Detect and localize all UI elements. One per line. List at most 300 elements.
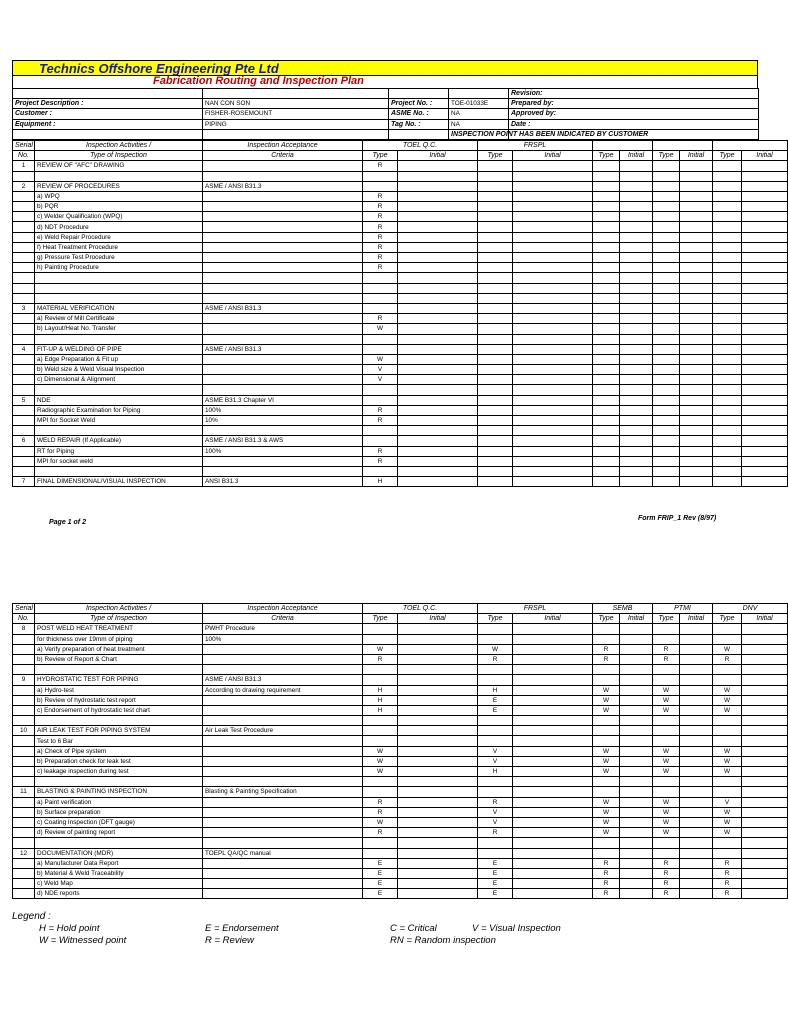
table-cell: W [363, 746, 398, 756]
table-cell [620, 868, 653, 878]
table-cell [742, 756, 788, 766]
table-cell [742, 624, 788, 634]
table-cell [398, 716, 478, 726]
table-cell [398, 426, 478, 436]
table-cell [713, 395, 742, 405]
table-cell: R [478, 828, 513, 838]
table-cell [620, 817, 653, 827]
table-cell [593, 624, 620, 634]
table-cell [680, 848, 713, 858]
table-cell [203, 705, 363, 715]
table-cell [13, 314, 35, 324]
table-cell [593, 354, 620, 364]
table-cell [713, 344, 742, 354]
header-row [13, 140, 788, 150]
table-cell [680, 446, 713, 456]
table-cell [398, 354, 478, 364]
table-cell [653, 665, 680, 675]
table-cell [620, 624, 653, 634]
table-cell [513, 828, 593, 838]
table-cell [363, 777, 398, 787]
table-cell [363, 334, 398, 344]
table-row [13, 807, 788, 817]
table-cell [593, 253, 620, 263]
table-cell [742, 767, 788, 777]
table-cell [653, 334, 680, 344]
project-info-row [13, 109, 759, 119]
table-cell [513, 466, 593, 476]
type-header: Type [478, 151, 513, 161]
table-cell: d) NDT Procedure [35, 222, 203, 232]
plan-title: Fabrication Routing and Inspection Plan [153, 75, 364, 87]
table-cell [713, 202, 742, 212]
table-cell [680, 365, 713, 375]
table-row [13, 624, 788, 634]
table-cell: a) Edge Preparation & Fit up [35, 354, 203, 364]
table-cell: W [363, 324, 398, 334]
table-cell [478, 181, 513, 191]
table-cell [513, 705, 593, 715]
table-cell [513, 675, 593, 685]
table-cell [513, 303, 593, 313]
table-cell [398, 395, 478, 405]
activities-header: Type of Inspection [35, 151, 203, 161]
table-cell [742, 675, 788, 685]
table-cell [742, 426, 788, 436]
table-cell [620, 354, 653, 364]
table-cell [593, 716, 620, 726]
table-cell [203, 644, 363, 654]
table-cell [513, 889, 593, 899]
type-header: Type [653, 614, 680, 624]
table-row [13, 426, 788, 436]
table-cell [620, 726, 653, 736]
table-cell [35, 777, 203, 787]
header-row [13, 151, 788, 161]
table-cell [203, 767, 363, 777]
table-row [13, 395, 788, 405]
table-row [13, 436, 788, 446]
table-cell [13, 705, 35, 715]
table-cell [680, 817, 713, 827]
table-cell [713, 171, 742, 181]
table-cell [363, 675, 398, 685]
table-cell [398, 868, 478, 878]
table-cell [513, 736, 593, 746]
table-cell [513, 756, 593, 766]
table-row [13, 293, 788, 303]
table-cell [742, 736, 788, 746]
table-cell [593, 436, 620, 446]
table-cell: W [653, 797, 680, 807]
table-cell: R [363, 416, 398, 426]
table-cell [653, 777, 680, 787]
table-row [13, 191, 788, 201]
table-cell: W [653, 756, 680, 766]
table-cell [620, 375, 653, 385]
table-cell [13, 797, 35, 807]
table-cell: W [593, 746, 620, 756]
table-cell [363, 436, 398, 446]
serial-header: Serial [13, 604, 35, 614]
table-cell [713, 624, 742, 634]
table-cell [680, 161, 713, 171]
table-cell [398, 253, 478, 263]
table-cell [713, 212, 742, 222]
table-cell [35, 466, 203, 476]
table-cell: W [713, 767, 742, 777]
table-cell [593, 395, 620, 405]
table-cell: W [363, 767, 398, 777]
table-cell [478, 787, 513, 797]
table-cell [653, 273, 680, 283]
table-cell [35, 273, 203, 283]
table-cell [398, 807, 478, 817]
project-info-cell: ASME No. : [389, 109, 449, 119]
header-row [13, 614, 788, 624]
table-cell: b) Preparation check for leak test [35, 756, 203, 766]
table-cell [593, 334, 620, 344]
table-cell [478, 777, 513, 787]
table-cell [653, 787, 680, 797]
table-cell [398, 344, 478, 354]
table-cell [593, 273, 620, 283]
table-cell [13, 212, 35, 222]
table-cell [653, 675, 680, 685]
table-cell [680, 273, 713, 283]
project-info-table [12, 88, 759, 140]
table-cell [13, 777, 35, 787]
table-cell [620, 756, 653, 766]
table-cell: Radiographic Examination for Piping [35, 405, 203, 415]
table-cell [203, 222, 363, 232]
table-cell [653, 324, 680, 334]
table-cell: R [713, 889, 742, 899]
table-cell: E [363, 858, 398, 868]
table-cell [620, 634, 653, 644]
table-cell [620, 385, 653, 395]
project-info-cell [203, 89, 389, 99]
table-cell [742, 222, 788, 232]
table-cell [478, 405, 513, 415]
table-cell: R [363, 253, 398, 263]
table-cell [620, 456, 653, 466]
table-cell [13, 354, 35, 364]
table-cell [513, 334, 593, 344]
table-cell [203, 746, 363, 756]
activities-header: Inspection Activities / [35, 604, 203, 614]
table-cell: V [478, 756, 513, 766]
table-cell: ASME / ANSI B31.3 & AWS [203, 436, 363, 446]
table-cell: h) Painting Procedure [35, 263, 203, 273]
table-row [13, 456, 788, 466]
table-cell [593, 634, 620, 644]
table-cell: 12 [13, 848, 35, 858]
table-cell [653, 283, 680, 293]
table-cell [620, 889, 653, 899]
table-cell [35, 665, 203, 675]
table-cell [713, 375, 742, 385]
table-cell: W [653, 767, 680, 777]
table-cell [203, 716, 363, 726]
table-cell [713, 161, 742, 171]
form-page-2 [12, 603, 773, 899]
table-cell [620, 685, 653, 695]
table-cell [478, 716, 513, 726]
table-cell [203, 654, 363, 664]
table-cell: W [713, 705, 742, 715]
table-cell [478, 314, 513, 324]
table-cell [398, 375, 478, 385]
table-cell: NDE [35, 395, 203, 405]
table-cell [513, 838, 593, 848]
inspector-group-header: TOEL Q.C. [363, 604, 478, 614]
table-cell: 7 [13, 477, 35, 487]
table-cell [13, 191, 35, 201]
table-cell [513, 191, 593, 201]
table-cell [713, 456, 742, 466]
project-info-row [13, 129, 759, 139]
table-row [13, 665, 788, 675]
table-cell [513, 314, 593, 324]
table-cell: 100% [203, 405, 363, 415]
table-cell [620, 253, 653, 263]
table-cell [593, 293, 620, 303]
table-cell: a) Paint verification [35, 797, 203, 807]
table-cell [742, 817, 788, 827]
criteria-header: Criteria [203, 151, 363, 161]
table-cell [478, 726, 513, 736]
table-cell: b) Review of hydrostatic test report [35, 695, 203, 705]
table-cell [13, 817, 35, 827]
table-cell: V [478, 817, 513, 827]
table-cell [35, 283, 203, 293]
table-cell [653, 242, 680, 252]
table-cell [398, 161, 478, 171]
table-cell [398, 736, 478, 746]
table-cell: V [363, 365, 398, 375]
table-cell [653, 634, 680, 644]
table-cell [713, 426, 742, 436]
table-cell [653, 181, 680, 191]
legend-critical: C = Critical [390, 923, 437, 934]
table-cell [478, 426, 513, 436]
table-row [13, 879, 788, 889]
table-cell: BLASTING & PAINTING INSPECTION [35, 787, 203, 797]
table-cell: W [363, 644, 398, 654]
table-cell: H [363, 695, 398, 705]
project-info-cell: TOE-01033E [449, 99, 509, 109]
table-cell [513, 777, 593, 787]
table-cell: a) Review of Mill Certificate [35, 314, 203, 324]
table-cell [742, 685, 788, 695]
table-cell [620, 746, 653, 756]
table-cell [680, 624, 713, 634]
table-cell [742, 161, 788, 171]
table-cell [203, 426, 363, 436]
legend-hold-point: H = Hold point [39, 923, 100, 934]
table-cell [680, 466, 713, 476]
table-cell [742, 293, 788, 303]
table-cell [13, 665, 35, 675]
table-cell: R [593, 889, 620, 899]
table-cell [620, 665, 653, 675]
table-cell [742, 807, 788, 817]
table-cell [398, 181, 478, 191]
table-row [13, 767, 788, 777]
table-cell [713, 787, 742, 797]
table-cell [680, 777, 713, 787]
table-cell [713, 716, 742, 726]
table-cell: R [363, 202, 398, 212]
table-cell [35, 171, 203, 181]
initial-header: Initial [742, 151, 788, 161]
project-info-cell: NA [449, 109, 509, 119]
table-cell [713, 777, 742, 787]
table-cell [478, 161, 513, 171]
table-cell [742, 858, 788, 868]
table-cell [203, 253, 363, 263]
table-cell: ASME / ANSI B31.3 [203, 344, 363, 354]
table-cell [742, 365, 788, 375]
table-cell [713, 726, 742, 736]
table-cell [398, 222, 478, 232]
table-cell [478, 283, 513, 293]
table-cell [13, 807, 35, 817]
table-cell: R [363, 263, 398, 273]
inspector-group-header: SEMB [593, 604, 653, 614]
table-cell [478, 354, 513, 364]
table-cell [742, 828, 788, 838]
table-row [13, 171, 788, 181]
table-cell [513, 416, 593, 426]
table-cell: a) Hydro-test [35, 685, 203, 695]
table-cell [653, 736, 680, 746]
table-cell [203, 817, 363, 827]
criteria-header: Inspection Acceptance [203, 604, 363, 614]
table-cell [653, 385, 680, 395]
table-row [13, 868, 788, 878]
table-cell [13, 405, 35, 415]
table-cell [478, 466, 513, 476]
table-cell [203, 263, 363, 273]
table-cell [13, 858, 35, 868]
table-cell [363, 838, 398, 848]
table-cell [13, 375, 35, 385]
legend-endorsement: E = Endorsement [205, 923, 279, 934]
table-cell [593, 777, 620, 787]
table-row [13, 889, 788, 899]
table-cell [203, 879, 363, 889]
table-cell [620, 716, 653, 726]
table-cell [680, 634, 713, 644]
table-cell [478, 634, 513, 644]
inspector-group-header [713, 140, 788, 150]
table-cell [398, 726, 478, 736]
table-cell [398, 889, 478, 899]
table-cell [653, 202, 680, 212]
table-cell [13, 283, 35, 293]
table-cell [620, 848, 653, 858]
table-cell [742, 726, 788, 736]
table-cell [742, 171, 788, 181]
table-cell [363, 426, 398, 436]
table-cell [680, 726, 713, 736]
table-cell [620, 405, 653, 415]
table-cell [593, 456, 620, 466]
table-row [13, 736, 788, 746]
table-cell [398, 817, 478, 827]
legend-random-inspection: RN = Random inspection [390, 935, 496, 946]
table-cell [653, 263, 680, 273]
table-row [13, 716, 788, 726]
table-cell [653, 466, 680, 476]
table-cell [680, 736, 713, 746]
table-cell: W [713, 828, 742, 838]
table-cell [680, 334, 713, 344]
table-cell [478, 446, 513, 456]
table-cell [398, 365, 478, 375]
table-cell [653, 171, 680, 181]
table-cell [742, 777, 788, 787]
table-cell [593, 385, 620, 395]
table-row [13, 858, 788, 868]
initial-header: Initial [620, 614, 653, 624]
table-cell [478, 293, 513, 303]
table-cell [653, 436, 680, 446]
table-cell [513, 242, 593, 252]
table-cell: H [363, 705, 398, 715]
table-cell [398, 232, 478, 242]
table-cell [363, 395, 398, 405]
page-number: Page 1 of 2 [49, 519, 86, 526]
table-cell: W [653, 807, 680, 817]
table-cell [742, 212, 788, 222]
table-cell [680, 191, 713, 201]
table-cell: E [363, 879, 398, 889]
table-cell [620, 324, 653, 334]
table-cell: W [713, 644, 742, 654]
inspector-group-header: TOEL Q.C. [363, 140, 478, 150]
table-cell [513, 879, 593, 889]
table-cell [680, 436, 713, 446]
table-cell [203, 828, 363, 838]
table-cell: W [363, 817, 398, 827]
table-cell [593, 212, 620, 222]
table-cell [620, 426, 653, 436]
table-cell [203, 191, 363, 201]
table-cell: R [478, 797, 513, 807]
table-row [13, 161, 788, 171]
table-cell [513, 716, 593, 726]
table-cell [620, 695, 653, 705]
table-cell: W [363, 756, 398, 766]
table-cell [620, 477, 653, 487]
initial-header: Initial [680, 151, 713, 161]
table-cell [593, 675, 620, 685]
table-cell: WELD REPAIR (If Applicable) [35, 436, 203, 446]
table-cell [363, 736, 398, 746]
table-cell [478, 365, 513, 375]
table-cell [513, 807, 593, 817]
table-cell [13, 293, 35, 303]
table-cell [620, 777, 653, 787]
table-cell: R [363, 161, 398, 171]
table-row [13, 253, 788, 263]
legend [12, 911, 758, 946]
table-cell [35, 385, 203, 395]
table-cell: 100% [203, 446, 363, 456]
